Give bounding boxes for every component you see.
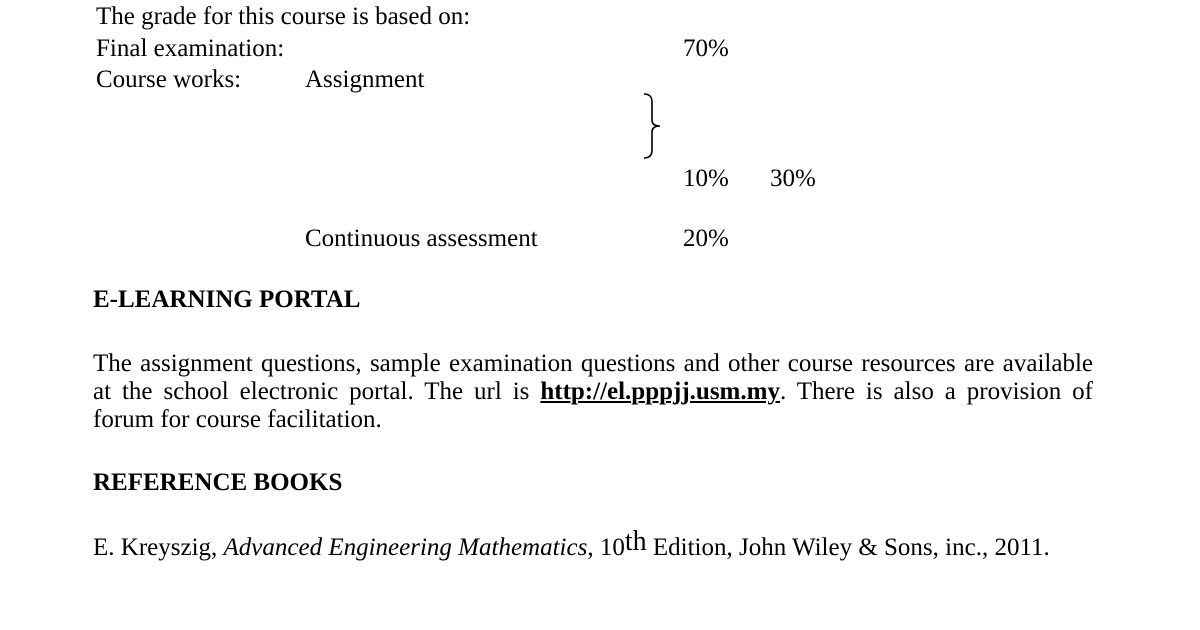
elearning-text-after-url: . There is also a provision of forum for course facilitation. xyxy=(93,378,1094,433)
elearning-text-before-url: The assignment questions, sample examination questions and other course resources are available at the school electronic portal. The url is xyxy=(93,350,1093,405)
final-exam-percent: 70% xyxy=(683,35,729,62)
course-works-label: Course works: xyxy=(96,66,242,93)
brace-icon xyxy=(640,92,666,160)
elearning-heading: E-LEARNING PORTAL xyxy=(93,286,361,313)
grade-intro: The grade for this course is based on: xyxy=(96,3,471,30)
reference-books-heading: REFERENCE BOOKS xyxy=(93,469,343,496)
reference-edition-number: , 10 xyxy=(587,534,625,561)
assignment-label: Assignment xyxy=(305,66,425,93)
elearning-paragraph xyxy=(93,350,1093,434)
reference-edition-suffix: th xyxy=(624,526,647,557)
continuous-assessment-label: Continuous assessment xyxy=(305,225,538,252)
reference-entry xyxy=(93,526,1093,562)
course-works-total-percent: 30% xyxy=(770,165,816,192)
reference-author: E. Kreyszig, xyxy=(93,534,224,561)
portal-url-link[interactable]: http://el.pppjj.usm.my xyxy=(540,378,780,405)
reference-title: Advanced Engineering Mathematics xyxy=(223,534,588,561)
reference-publisher: Edition, John Wiley & Sons, inc., 2011. xyxy=(646,534,1050,561)
final-exam-label: Final examination: xyxy=(96,35,285,62)
assignment-percent: 10% xyxy=(683,165,729,192)
continuous-assessment-percent: 20% xyxy=(683,225,729,252)
